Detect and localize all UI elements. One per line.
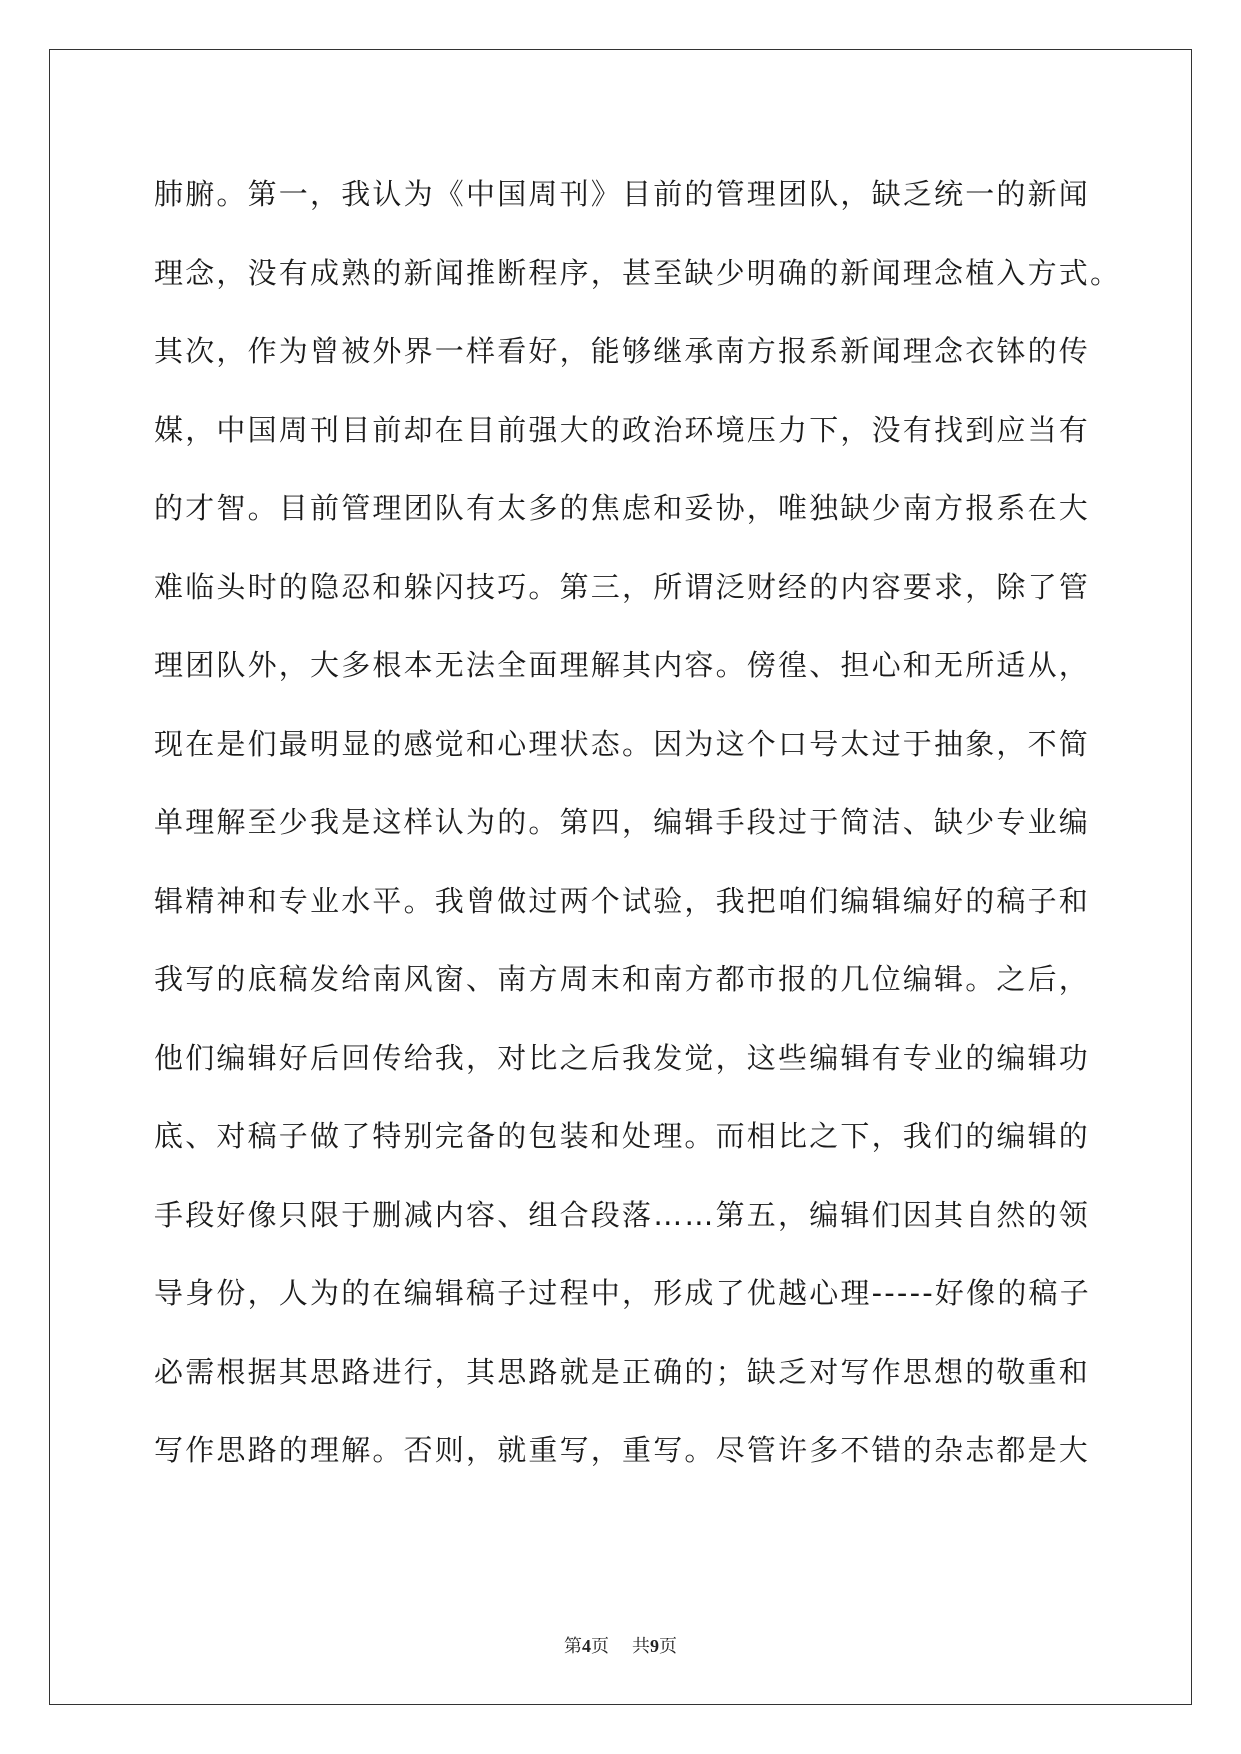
total-pages: 9 — [650, 1636, 659, 1656]
page-total — [632, 1636, 677, 1656]
current-page: 4 — [582, 1636, 591, 1656]
total-prefix: 共 — [632, 1636, 650, 1656]
text-line: 的才智。目前管理团队有太多的焦虑和妥协，唯独缺少南方报系在大 — [154, 491, 1091, 525]
text-line: 难临头时的隐忍和躲闪技巧。第三，所谓泛财经的内容要求，除了管 — [154, 569, 1091, 604]
page-prefix: 第 — [564, 1636, 582, 1656]
text-line: 肺腑。第一，我认为《中国周刊》目前的管理团队，缺乏统一的新闻 — [154, 177, 1091, 211]
text-line: 底、对稿子做了特别完备的包装和处理。而相比之下，我们的编辑的 — [154, 1119, 1091, 1153]
text-line: 媒，中国周刊目前却在目前强大的政治环境压力下，没有找到应当有 — [154, 412, 1091, 447]
text-line: 现在是们最明显的感觉和心理状态。因为这个口号太过于抽象，不简 — [154, 726, 1091, 761]
text-line: 理念，没有成熟的新闻推断程序，甚至缺少明确的新闻理念植入方式。 — [154, 255, 1122, 290]
page-number — [564, 1636, 614, 1656]
text-line: 理团队外，大多根本无法全面理解其内容。傍徨、担心和无所适从， — [154, 648, 1091, 682]
body-text — [154, 165, 1122, 1500]
text-line: 我写的底稿发给南风窗、南方周末和南方都市报的几位编辑。之后， — [154, 962, 1091, 996]
text-line: 他们编辑好后回传给我，对比之后我发觉，这些编辑有专业的编辑功 — [154, 1040, 1091, 1075]
text-line: 单理解至少我是这样认为的。第四，编辑手段过于简洁、缺少专业编 — [154, 805, 1091, 839]
page-suffix: 页 — [591, 1636, 609, 1656]
text-line: 辑精神和专业水平。我曾做过两个试验，我把咱们编辑编好的稿子和 — [154, 883, 1091, 918]
page-footer — [0, 1632, 1241, 1658]
text-line: 必需根据其思路进行，其思路就是正确的；缺乏对写作思想的敬重和 — [154, 1354, 1091, 1389]
text-line: 写作思路的理解。否则，就重写，重写。尽管许多不错的杂志都是大 — [154, 1433, 1091, 1467]
text-line: 手段好像只限于删减内容、组合段落……第五，编辑们因其自然的领 — [154, 1197, 1091, 1232]
text-line: 其次，作为曾被外界一样看好，能够继承南方报系新闻理念衣钵的传 — [154, 334, 1091, 368]
text-line: 导身份，人为的在编辑稿子过程中，形成了优越心理-----好像的稿子 — [154, 1276, 1091, 1310]
total-suffix: 页 — [659, 1636, 677, 1656]
